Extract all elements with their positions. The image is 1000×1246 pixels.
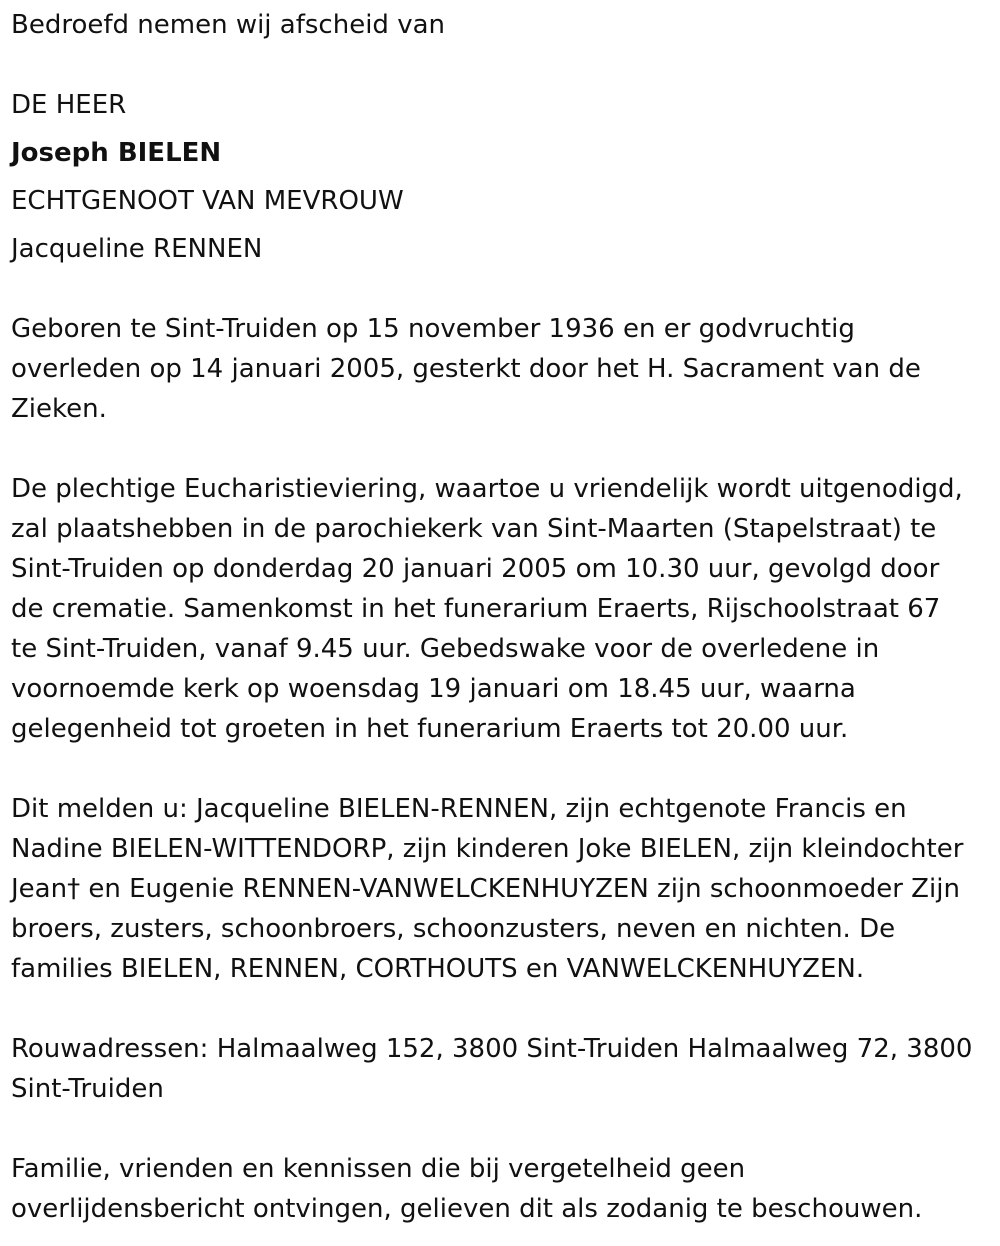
paragraph-line: Geboren te Sint-Truiden op 15 november 1936 en er godvruchtig	[11, 314, 855, 344]
spouse-name: Jacqueline RENNEN	[11, 234, 263, 264]
paragraph-line: Sint-Truiden op donderdag 20 januari 2005 om 10.30 uur, gevolgd door	[11, 554, 940, 584]
paragraph-line: gelegenheid tot groeten in het funerarium Eraerts tot 20.00 uur.	[11, 714, 849, 744]
paragraph-line: overlijdensbericht ontvingen, gelieven dit als zodanig te beschouwen.	[11, 1194, 923, 1224]
paragraph-line: broers, zusters, schoonbroers, schoonzusters, neven en nichten. De	[11, 914, 896, 944]
paragraph-line: Nadine BIELEN-WITTENDORP, zijn kinderen Joke BIELEN, zijn kleindochter	[11, 834, 964, 864]
paragraph-line: Rouwadressen: Halmaalweg 152, 3800 Sint-Truiden Halmaalweg 72, 3800	[11, 1034, 973, 1064]
paragraph-line: Zieken.	[11, 394, 107, 424]
family-paragraph	[11, 789, 991, 989]
paragraph-line: de crematie. Samenkomst in het funerarium Eraerts, Rijschoolstraat 67	[11, 594, 941, 624]
paragraph-line: Jean† en Eugenie RENNEN-VANWELCKENHUYZEN zijn schoonmoeder Zijn	[11, 874, 960, 904]
paragraph-line: families BIELEN, RENNEN, CORTHOUTS en VANWELCKENHUYZEN.	[11, 954, 865, 984]
spouse-title: ECHTGENOOT VAN MEVROUW	[11, 186, 404, 216]
paragraph-line: Sint-Truiden	[11, 1074, 164, 1104]
paragraph-line: voornoemde kerk op woensdag 19 januari om 18.45 uur, waarna	[11, 674, 856, 704]
mourning-addresses-paragraph	[11, 1029, 991, 1109]
paragraph-line: De plechtige Eucharistieviering, waartoe u vriendelijk wordt uitgenodigd,	[11, 474, 963, 504]
paragraph-line: Dit melden u: Jacqueline BIELEN-RENNEN, zijn echtgenote Francis en	[11, 794, 907, 824]
deceased-name: Joseph BIELEN	[11, 138, 222, 168]
intro-line: Bedroefd nemen wij afscheid van	[11, 10, 445, 40]
ceremony-paragraph	[11, 469, 991, 749]
paragraph-line: te Sint-Truiden, vanaf 9.45 uur. Gebedswake voor de overledene in	[11, 634, 880, 664]
honorific-title: DE HEER	[11, 90, 127, 120]
paragraph-line: overleden op 14 januari 2005, gesterkt door het H. Sacrament van de	[11, 354, 921, 384]
paragraph-line: zal plaatshebben in de parochiekerk van Sint-Maarten (Stapelstraat) te	[11, 514, 937, 544]
closing-paragraph	[11, 1149, 991, 1229]
birth-death-paragraph	[11, 309, 991, 429]
paragraph-line: Familie, vrienden en kennissen die bij vergetelheid geen	[11, 1154, 746, 1184]
